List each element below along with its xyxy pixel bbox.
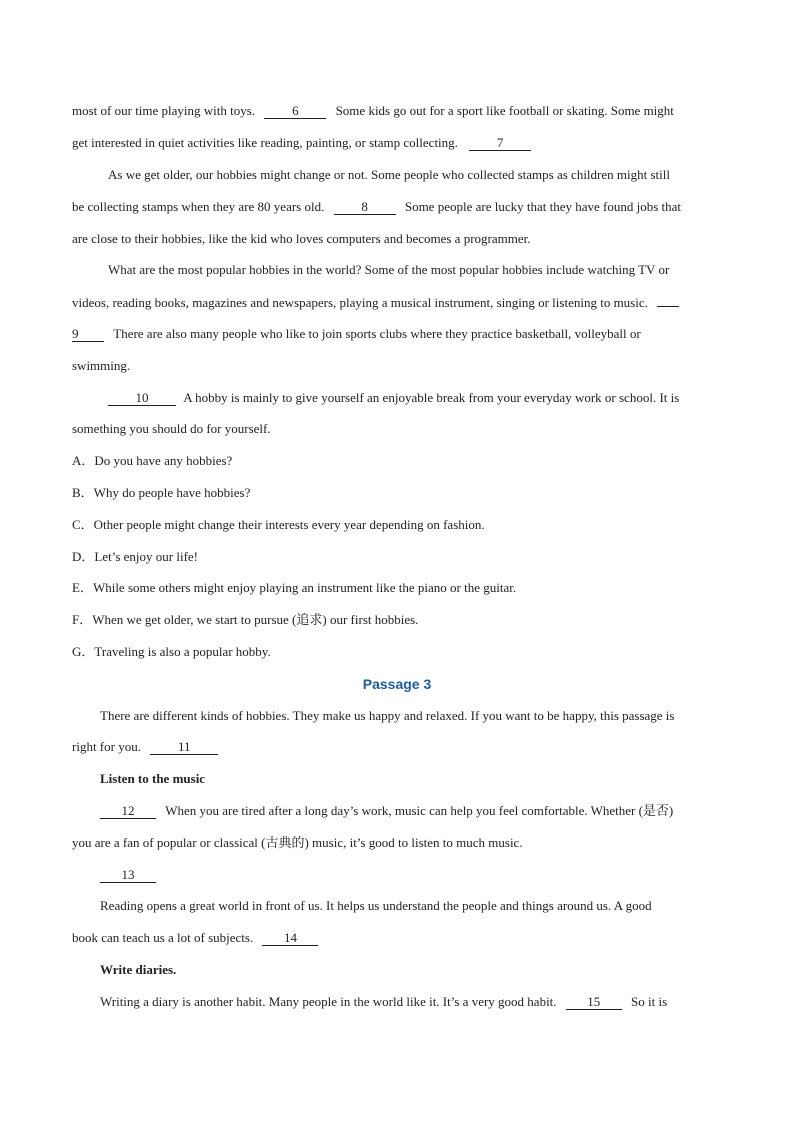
text: most of our time playing with toys.	[72, 103, 256, 118]
text: right for you.	[72, 739, 141, 754]
blank-9[interactable]: 9	[72, 327, 104, 342]
passage-title: Passage 3	[362, 676, 432, 692]
blank-15[interactable]: 15	[566, 995, 622, 1010]
text: There are also many people who like to join sports clubs where they practice basketball, volleyball or	[113, 326, 641, 341]
option-e: E．While some others might enjoy playing an instrument like the piano or the guitar.	[72, 580, 517, 595]
text-line	[100, 708, 724, 724]
blank-underline	[657, 294, 679, 307]
text: So it is	[631, 994, 668, 1009]
text: When you are tired after a long day’s work, music can help you feel comfortable. Whether (是否)	[165, 803, 674, 818]
option-a: A．Do you have any hobbies?	[72, 453, 233, 468]
text: videos, reading books, magazines and newspapers, playing a musical instrument, singing or listening to music.	[72, 295, 648, 310]
text: Writing a diary is another habit. Many people in the world like it. It’s a very good habit.	[100, 994, 557, 1009]
text-line	[108, 167, 724, 183]
text: Reading opens a great world in front of us. It helps us understand the people and things around us. A good	[100, 898, 652, 913]
heading-text: Listen to the music	[100, 771, 206, 786]
text-line	[72, 231, 724, 247]
blank-11[interactable]: 11	[150, 740, 218, 755]
text: Some people are lucky that they have found jobs that	[404, 199, 682, 214]
text-line	[108, 262, 724, 278]
heading-text: Write diaries.	[100, 962, 177, 977]
text-line	[100, 803, 724, 819]
option-b: B．Why do people have hobbies?	[72, 485, 251, 500]
section-heading	[100, 962, 724, 978]
text: A hobby is mainly to give yourself an enjoyable break from your everyday work or school. It is	[183, 390, 680, 405]
section-heading	[100, 771, 724, 787]
blank-8[interactable]: 8	[334, 200, 396, 215]
text: get interested in quiet activities like reading, painting, or stamp collecting.	[72, 135, 458, 150]
option-f: F．When we get older, we start to pursue (追求) our first hobbies.	[72, 612, 419, 627]
text-line	[72, 930, 724, 946]
text-line	[72, 739, 724, 755]
text-line	[72, 103, 724, 119]
blank-6[interactable]: 6	[264, 104, 326, 119]
text: be collecting stamps when they are 80 years old.	[72, 199, 325, 214]
text-line	[72, 421, 724, 437]
text-line	[100, 898, 724, 914]
blank-13[interactable]: 13	[100, 868, 156, 883]
text-line	[100, 867, 724, 883]
text: What are the most popular hobbies in the world? Some of the most popular hobbies include watching TV or	[108, 262, 670, 277]
blank-14[interactable]: 14	[262, 931, 318, 946]
option-g: G．Traveling is also a popular hobby.	[72, 644, 271, 659]
text: Some kids go out for a sport like football or skating. Some might	[335, 103, 674, 118]
text: you are a fan of popular or classical (古典的) music, it’s good to listen to much music.	[72, 835, 523, 850]
text-line	[72, 358, 724, 374]
text-line	[72, 835, 724, 851]
text-line	[108, 390, 724, 406]
option-c: C．Other people might change their interests every year depending on fashion.	[72, 517, 485, 532]
text-line	[72, 135, 724, 151]
text-line	[72, 294, 724, 311]
text: There are different kinds of hobbies. They make us happy and relaxed. If you want to be happy, this passage is	[100, 708, 675, 723]
text: book can teach us a lot of subjects.	[72, 930, 254, 945]
text: As we get older, our hobbies might change or not. Some people who collected stamps as children might still	[108, 167, 670, 182]
text: something you should do for yourself.	[72, 421, 271, 436]
option-d: D．Let’s enjoy our life!	[72, 549, 198, 564]
blank-7[interactable]: 7	[469, 136, 531, 151]
text-line	[72, 326, 724, 342]
text-line	[100, 994, 724, 1010]
text: are close to their hobbies, like the kid who loves computers and becomes a programmer.	[72, 231, 531, 246]
blank-10[interactable]: 10	[108, 391, 176, 406]
blank-12[interactable]: 12	[100, 804, 156, 819]
text: swimming.	[72, 358, 131, 373]
text-line	[72, 199, 724, 215]
